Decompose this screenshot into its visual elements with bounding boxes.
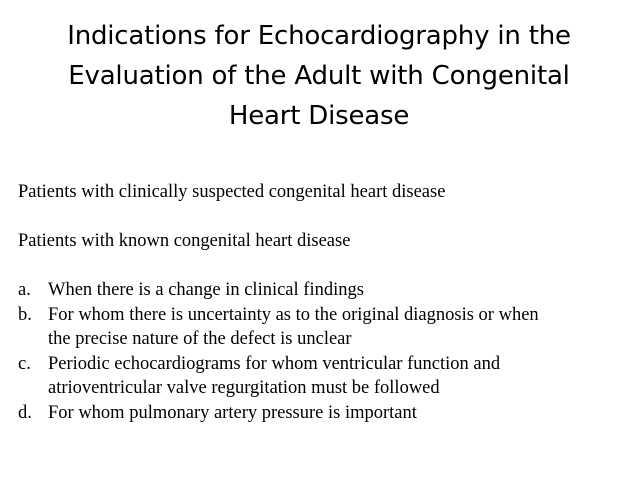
list-marker: a. [18, 280, 31, 300]
list-marker: b. [18, 304, 32, 325]
list-item [18, 303, 628, 352]
list-item [18, 278, 628, 303]
intro-paragraph-known: Patients with known congenital heart disease [18, 231, 351, 251]
list-item-text: When there is a change in clinical findings [48, 280, 364, 300]
list-item-text: For whom pulmonary artery pressure is important [48, 402, 417, 423]
slide-title [8, 16, 630, 136]
intro-paragraph-suspected: Patients with clinically suspected congenital heart disease [18, 182, 446, 202]
spacer [18, 254, 628, 279]
list-marker: c. [18, 353, 31, 374]
indication-list [18, 278, 628, 425]
list-item-text: the precise nature of the defect is unclear [48, 329, 352, 349]
title-line: Evaluation of the Adult with Congenital [68, 61, 570, 91]
list-marker: d. [18, 402, 32, 423]
list-item-text: atrioventricular valve regurgitation must be followed [48, 378, 440, 398]
list-item-text: Periodic echocardiograms for whom ventricular function and [48, 353, 501, 374]
title-line: Indications for Echocardiography in the [67, 21, 571, 51]
slide-body [18, 180, 628, 425]
title-line: Heart Disease [228, 101, 410, 131]
spacer [18, 205, 628, 230]
list-item [18, 401, 628, 426]
list-item-text: For whom there is uncertainty as to the original diagnosis or when [48, 304, 539, 325]
list-item [18, 352, 628, 401]
